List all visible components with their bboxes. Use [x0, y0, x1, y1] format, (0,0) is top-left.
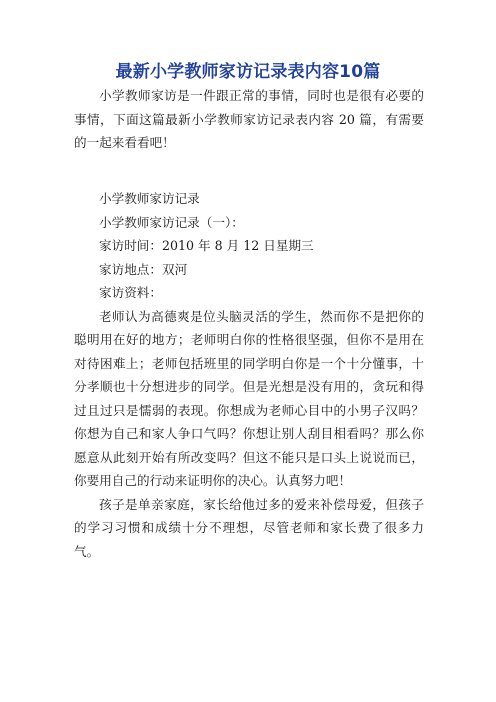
visit-location: 家访地点：双河 [99, 261, 188, 277]
family-situation-paragraph: 孩子是单亲家庭，家长给他过多的爱来补偿母爱，但孩子的学习习惯和成绩十分不理想，尽管老师和家长费了很多力气。 [74, 496, 424, 559]
content-section [74, 187, 424, 563]
visit-time: 家访时间：2010 年 8 月 12 日星期三 [99, 238, 314, 253]
document-title: 最新小学教师家访记录表内容10篇 [115, 62, 381, 82]
section-heading: 小学教师家访记录 [99, 191, 200, 206]
intro-section [74, 84, 424, 155]
intro-paragraph: 小学教师家访是一件跟正常的事情，同时也是很有必要的事情，下面这篇最新小学教师家访记录表内容 20 篇，有需要的一起来看看吧！ [74, 88, 424, 150]
record-heading: 小学教师家访记录（一）： [99, 214, 244, 230]
visit-materials-label: 家访资料： [99, 285, 162, 300]
teacher-comment-paragraph: 老师认为高德爽是位头脑灵活的学生，然而你不是把你的聪明用在好的地方；老师明白你的性格很坚强，但你不是用在对待困难上；老师包括班里的同学明白你是一个十分懂事，十分孝顺也十分想进步的同学。但是光想是没有用的，贪玩和得过且过只是懦弱的表现。你想成为老师心目中的小男子汉吗？你想为自己和家人争口气吗？你想让别人刮目相看吗？那么你愿意从此刻开始有所改变吗？但这不能只是口头上说说而已，你要用自己的行动来证明你的决心。认真努力吧！ [74, 308, 424, 488]
